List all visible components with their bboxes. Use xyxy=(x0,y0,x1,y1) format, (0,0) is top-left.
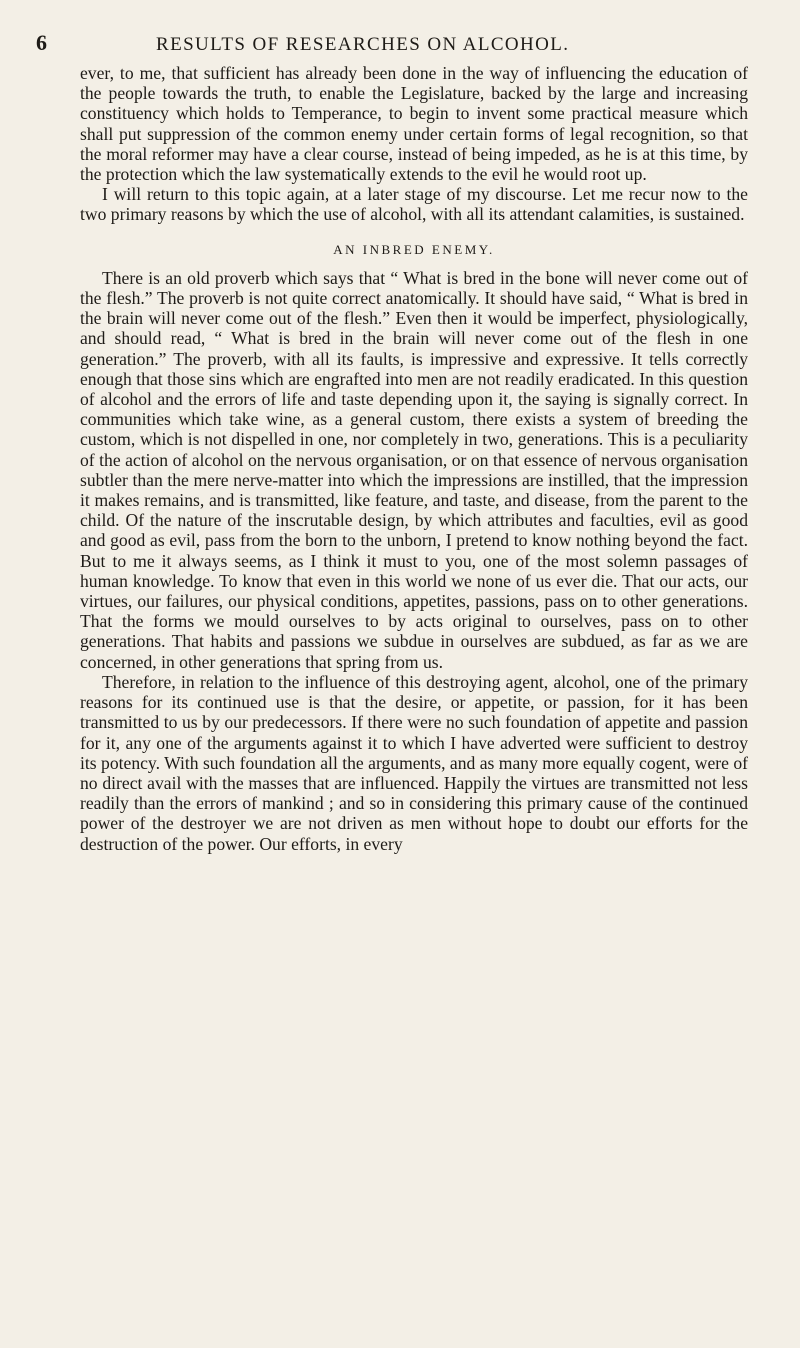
paragraph: I will return to this topic again, at a later stage of my discourse. Let me recur now to the two primary reasons by which the use of alcohol, with all its attendant calamities, is sustained. xyxy=(80,184,748,225)
page-body xyxy=(80,63,748,854)
page-header xyxy=(36,30,740,60)
paragraph: ever, to me, that sufficient has already been done in the way of influencing the education of the people towards the truth, to enable the Legislature, backed by the large and increasing constituency which holds to Temperance, to begin to invent some practical measure which shall put suppression of the common enemy under certain forms of legal recognition, so that the moral reformer may have a clear course, instead of being impeded, as he is at this time, by the protection which the law systematically extends to the evil he would root up. xyxy=(80,63,748,185)
page-number: 6 xyxy=(36,30,47,55)
section-heading: AN INBRED ENEMY. xyxy=(333,241,495,257)
paragraph: Therefore, in relation to the influence of this destroying agent, alcohol, one of the primary reasons for its continued use is that the desire, or appetite, or passion, for it has been transmitted to us by our predecessors. If there were no such foundation of appetite and passion for it, any one of the arguments against it to which I have adverted were sufficient to destroy its potency. With such foundation all the arguments, and as many more equally cogent, were of no direct avail with the masses that are influenced. Happily the virtues are transmitted not less readily than the errors of mankind ; and so in considering this primary cause of the continued power of the destroyer we are not driven as men without hope to doubt our efforts for the destruction of the power. Our efforts, in every xyxy=(80,671,748,854)
paragraph: There is an old proverb which says that “ What is bred in the bone will never come out of the flesh.” The proverb is not quite correct anatomically. It should have said, “ What is bred in the brain will never come out of the flesh.” Even then it would be imperfect, physiologically, and should read, “ What is bred in the brain will never come out of the flesh in one generation.” The proverb, with all its faults, is impressive and expressive. It tells correctly enough that those sins which are engrafted into men are not readily eradicated. In this question of alcohol and the errors of life and taste depending upon it, the saying is signally correct. In communities which take wine, as a general custom, there exists a system of breeding the custom, which is not dispelled in one, nor completely in two, generations. This is a peculiarity of the action of alcohol on the nervous organisation, or on that essence of nervous organisation subtler than the mere nerve-matter into which the impressions are instilled, that the impression it makes remains, and is transmitted, like feature, and taste, and disease, from the parent to the child. Of the nature of the inscrutable design, by which attributes and faculties, evil as good and good as evil, pass from the born to the unborn, I pretend to know nothing beyond the fact. But to me it always seems, as I think it must to you, one of the most solemn passages of human knowledge. To know that even in this world we none of us ever die. That our acts, our virtues, our failures, our physical conditions, appetites, passions, pass on to other generations. That the forms we mould ourselves to by acts original to ourselves, pass on to other generations. That habits and passions we subdue in ourselves are subdued, as far as we are concerned, in other generations that spring from us. xyxy=(80,267,748,672)
running-title: RESULTS OF RESEARCHES ON ALCOHOL. xyxy=(156,34,570,55)
